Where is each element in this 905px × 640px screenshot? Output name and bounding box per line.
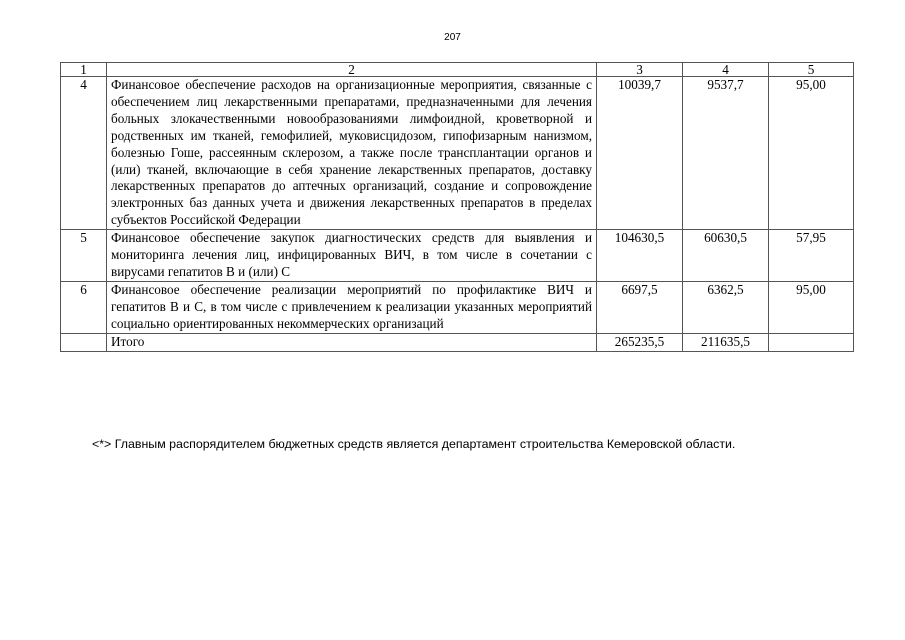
row-col4-value: 9537,7 [683, 77, 769, 230]
budget-table [60, 62, 854, 352]
row-col4-value: 60630,5 [683, 230, 769, 282]
table-header-row [61, 63, 854, 77]
header-cell-5: 5 [769, 63, 854, 77]
header-cell-1: 1 [61, 63, 107, 77]
row-number: 4 [61, 77, 107, 230]
row-description: Финансовое обеспечение реализации мероприятий по профилактике ВИЧ и гепатитов В и С, в том числе с привлечением к реализации указанных мероприятий социально ориентированных некоммерческих организаций [107, 281, 597, 333]
total-row [61, 333, 854, 351]
table-row [61, 281, 854, 333]
total-col3-value: 265235,5 [597, 333, 683, 351]
row-number: 5 [61, 230, 107, 282]
total-label: Итого [107, 333, 597, 351]
row-col5-value: 57,95 [769, 230, 854, 282]
row-col3-value: 6697,5 [597, 281, 683, 333]
page-number: 207 [444, 32, 461, 43]
footnote: <*> Главным распорядителем бюджетных средств является департамент строительства Кемеровской области. [92, 437, 736, 451]
row-col3-value: 10039,7 [597, 77, 683, 230]
header-cell-2: 2 [107, 63, 597, 77]
total-number [61, 333, 107, 351]
row-col3-value: 104630,5 [597, 230, 683, 282]
row-col4-value: 6362,5 [683, 281, 769, 333]
total-col4-value: 211635,5 [683, 333, 769, 351]
row-col5-value: 95,00 [769, 281, 854, 333]
header-cell-4: 4 [683, 63, 769, 77]
table-row [61, 77, 854, 230]
header-cell-3: 3 [597, 63, 683, 77]
row-description: Финансовое обеспечение расходов на организационные мероприятия, связанные с обеспечением лиц лекарственными препаратами, предназначенными для лечения больных злокачественными новообразованиями лимфоидной, кроветворной и родственных им тканей, гемофилией, муковисцидозом, гипофизарным нанизмом, болезнью Гоше, рассеянным склерозом, а также после трансплантации органов и (или) тканей, включающие в себя хранение лекарственных препаратов, доставку лекарственных препаратов до аптечных организаций, создание и сопровождение электронных баз данных учета и движения лекарственных препаратов в пределах субъектов Российской Федерации [107, 77, 597, 230]
row-col5-value: 95,00 [769, 77, 854, 230]
table-row [61, 230, 854, 282]
row-description: Финансовое обеспечение закупок диагностических средств для выявления и мониторинга лечения лиц, инфицированных ВИЧ, в том числе в сочетании с вирусами гепатитов В и (или) С [107, 230, 597, 282]
total-col5-value [769, 333, 854, 351]
row-number: 6 [61, 281, 107, 333]
